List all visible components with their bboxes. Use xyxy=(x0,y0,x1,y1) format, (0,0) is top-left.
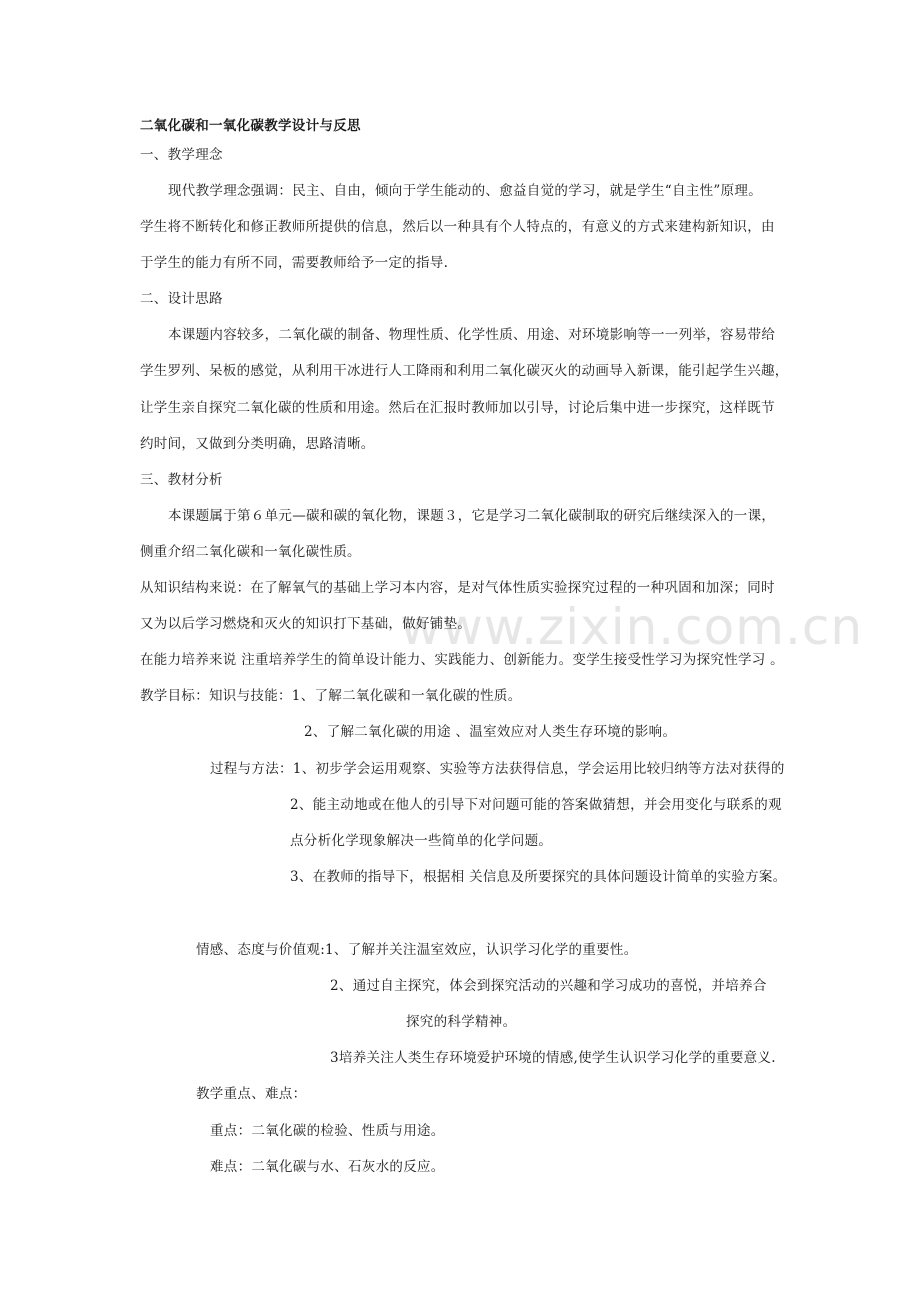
document-title: 二氧化碳和一氧化碳教学设计与反思 xyxy=(140,118,361,134)
section3-line: 本课题属于第６单元—碳和碳的氧化物，课题３，它是学习二氧化碳制取的研究后继续深入的一课， xyxy=(168,508,776,524)
section1-heading: 一、教学理念 xyxy=(140,147,223,163)
keypoints-heading: 教学重点、难点： xyxy=(196,1086,307,1102)
goals-emotion-line: 2、通过自主探究，体会到探究活动的兴趣和学习成功的喜悦，并培养合 xyxy=(330,978,767,994)
goals-knowledge-line: 教学目标：知识与技能：1、了解二氧化碳和一氧化碳的性质。 xyxy=(140,688,522,704)
goals-emotion-line: 3培养关注人类生存环境爱护环境的情感,使学生认识学习化学的重要意义. xyxy=(330,1050,776,1066)
goals-emotion-line: 情感、态度与价值观:1、了解并关注温室效应，认识学习化学的重要性。 xyxy=(196,942,638,958)
section3-line: 从知识结构来说：在了解氧气的基础上学习本内容，是对气体性质实验探究过程的一种巩固和加深；同时 xyxy=(140,580,775,596)
section2-heading: 二、设计思路 xyxy=(140,291,223,307)
keypoints-difficulty: 难点：二氧化碳与水、石灰水的反应。 xyxy=(210,1159,445,1175)
section2-line: 本课题内容较多，二氧化碳的制备、物理性质、化学性质、用途、对环境影响等一一列举，容易带给 xyxy=(168,327,776,343)
section2-line: 约时间，又做到分类明确，思路清晰。 xyxy=(140,436,375,452)
keypoints-focus: 重点：二氧化碳的检验、性质与用途。 xyxy=(210,1123,445,1139)
goals-process-line: 2、能主动地或在他人的引导下对问题可能的答案做猜想，并会用变化与联系的观 xyxy=(290,797,782,813)
section2-line: 学生罗列、呆板的感觉，从利用干冰进行人工降雨和利用二氧化碳灭火的动画导入新课，能引起学生兴趣， xyxy=(140,363,789,379)
section3-line: 侧重介绍二氧化碳和一氧化碳性质。 xyxy=(140,544,361,560)
section1-line: 于学生的能力有所不同，需要教师给予一定的指导. xyxy=(140,255,449,271)
watermark: www.zixin.com.cn xyxy=(400,598,864,656)
goals-process-line: 过程与方法：1、初步学会运用观察、实验等方法获得信息，学会运用比较归纳等方法对获得的 xyxy=(210,761,785,777)
goals-process-line: 点分析化学现象解决一些简单的化学问题。 xyxy=(290,833,553,849)
section3-line: 在能力培养来说 注重培养学生的简单设计能力、实践能力、创新能力。变学生接受性学习为探究性学习 。 xyxy=(140,652,784,668)
goals-process-line: 3、在教师的指导下，根据相 关信息及所要探究的具体问题设计简单的实验方案。 xyxy=(290,869,787,885)
section1-line: 学生将不断转化和修正教师所提供的信息，然后以一种具有个人特点的，有意义的方式来建构新知识，由 xyxy=(140,219,775,235)
goals-knowledge-line: 2、了解二氧化碳的用途 、温室效应对人类生存环境的影响。 xyxy=(304,724,677,740)
section1-line: 现代教学理念强调：民主、自由，倾向于学生能动的、愈益自觉的学习，就是学生“自主性”原理。 xyxy=(168,183,763,199)
section3-line: 又为以后学习燃烧和灭火的知识打下基础，做好铺垫。 xyxy=(140,616,472,632)
goals-emotion-line: 探究的科学精神。 xyxy=(406,1014,517,1030)
section2-line: 让学生亲自探究二氧化碳的性质和用途。然后在汇报时教师加以引导，讨论后集中进一步探究，这样既节 xyxy=(140,400,775,416)
section3-heading: 三、教材分析 xyxy=(140,472,223,488)
